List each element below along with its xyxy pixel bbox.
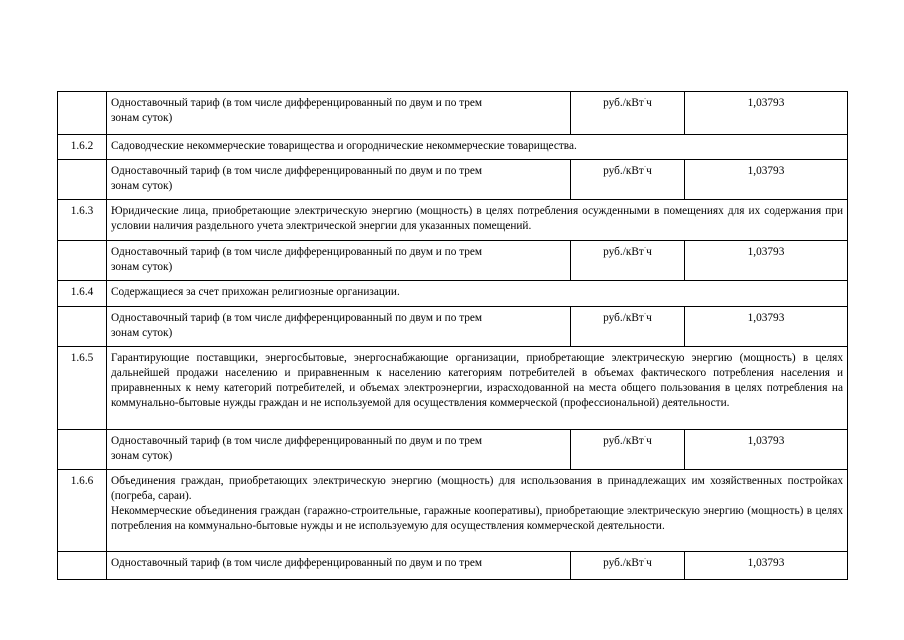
category-paragraph: Гарантирующие поставщики, энергосбытовые, энергоснабжающие организации, приобретающие электрическую энергию (мощность) в целях дальнейшей продажи населению и приравненным к населению категориям потребителей в объемах фактического потребления населения и приравненных к нему категорий потребителей, и объемах электроэнергии, израсходованной на места общего пользования в целях потребления на коммунально-бытовые нужды граждан и не используемой для осуществления коммерческой (профессиональной) деятельности. xyxy=(111,352,843,409)
row-number xyxy=(58,241,107,281)
row-number: 1.6.4 xyxy=(58,281,107,307)
unit-label: руб./кВт xyxy=(603,97,644,109)
unit-hour: ч xyxy=(646,557,652,569)
unit-dot: · xyxy=(643,433,647,442)
tariff-name-line1: Одноставочный тариф (в том числе дифференцированный по двум и по трем xyxy=(111,165,483,177)
unit-cell xyxy=(571,552,685,580)
tariff-name xyxy=(107,92,571,135)
tariff-name xyxy=(107,160,571,200)
category-paragraph: Содержащиеся за счет прихожан религиозные организации. xyxy=(111,286,400,298)
tariff-name-line2: зонам суток) xyxy=(111,327,173,339)
unit-label: руб./кВт xyxy=(603,435,644,447)
tariff-row xyxy=(58,430,848,470)
tariff-table xyxy=(57,91,848,580)
category-row xyxy=(58,470,848,552)
unit-dot: · xyxy=(643,310,647,319)
unit-dot: · xyxy=(643,163,647,172)
unit-label: руб./кВт xyxy=(603,165,644,177)
row-number: 1.6.5 xyxy=(58,347,107,430)
unit-hour: ч xyxy=(646,246,652,258)
unit-hour: ч xyxy=(646,435,652,447)
unit-label: руб./кВт xyxy=(603,557,644,569)
category-description xyxy=(107,200,848,241)
category-row xyxy=(58,200,848,241)
unit-label: руб./кВт xyxy=(603,312,644,324)
tariff-name-line2: зонам суток) xyxy=(111,112,173,124)
row-number: 1.6.2 xyxy=(58,135,107,160)
unit-hour: ч xyxy=(646,312,652,324)
unit-dot: · xyxy=(643,244,647,253)
unit-dot: · xyxy=(643,555,647,564)
tariff-value: 1,03793 xyxy=(685,307,848,347)
unit-label: руб./кВт xyxy=(603,246,644,258)
unit-hour: ч xyxy=(646,165,652,177)
tariff-name-line1: Одноставочный тариф (в том числе дифференцированный по двум и по трем xyxy=(111,97,483,109)
tariff-name-line1: Одноставочный тариф (в том числе дифференцированный по двум и по трем xyxy=(111,435,483,447)
tariff-value: 1,03793 xyxy=(685,160,848,200)
tariff-row xyxy=(58,241,848,281)
tariff-name-line2: зонам суток) xyxy=(111,450,173,462)
tariff-name-line1: Одноставочный тариф (в том числе дифференцированный по двум и по трем xyxy=(111,246,483,258)
row-number xyxy=(58,160,107,200)
row-number: 1.6.6 xyxy=(58,470,107,552)
category-description xyxy=(107,135,848,160)
tariff-row xyxy=(58,552,848,580)
unit-cell xyxy=(571,430,685,470)
tariff-row xyxy=(58,92,848,135)
category-row xyxy=(58,135,848,160)
category-description xyxy=(107,347,848,430)
category-description xyxy=(107,281,848,307)
row-number: 1.6.3 xyxy=(58,200,107,241)
tariff-row xyxy=(58,307,848,347)
unit-hour: ч xyxy=(646,97,652,109)
tariff-name-line2: зонам суток) xyxy=(111,180,173,192)
tariff-value: 1,03793 xyxy=(685,92,848,135)
unit-cell xyxy=(571,92,685,135)
category-row xyxy=(58,281,848,307)
row-number xyxy=(58,552,107,580)
row-number xyxy=(58,307,107,347)
unit-cell xyxy=(571,241,685,281)
tariff-row xyxy=(58,160,848,200)
category-paragraph: Некоммерческие объединения граждан (гаражно-строительные, гаражные кооперативы), приобретающие электрическую энергию (мощность) в целях потребления на коммунально-бытовые нужды и не используемую для осуществления коммерческой деятельности. xyxy=(111,505,843,532)
unit-cell xyxy=(571,160,685,200)
row-number xyxy=(58,92,107,135)
unit-cell xyxy=(571,307,685,347)
category-paragraph: Объединения граждан, приобретающих электрическую энергию (мощность) для использования в принадлежащих им хозяйственных постройках (погреба, сараи). xyxy=(111,475,843,502)
category-paragraph: Садоводческие некоммерческие товарищества и огороднические некоммерческие товарищества. xyxy=(111,140,577,152)
tariff-value: 1,03793 xyxy=(685,430,848,470)
tariff-name xyxy=(107,430,571,470)
category-paragraph: Юридические лица, приобретающие электрическую энергию (мощность) в целях потребления осужденными в помещениях для их содержания при условии наличия раздельного учета электрической энергии для указанных помещений. xyxy=(111,205,843,232)
unit-dot: · xyxy=(643,95,647,104)
tariff-name-line1: Одноставочный тариф (в том числе дифференцированный по двум и по трем xyxy=(111,557,483,569)
tariff-name-line1: Одноставочный тариф (в том числе дифференцированный по двум и по трем xyxy=(111,312,483,324)
tariff-value: 1,03793 xyxy=(685,552,848,580)
tariff-name-line2: зонам суток) xyxy=(111,261,173,273)
tariff-name xyxy=(107,307,571,347)
tariff-value: 1,03793 xyxy=(685,241,848,281)
row-number xyxy=(58,430,107,470)
tariff-name xyxy=(107,241,571,281)
tariff-name xyxy=(107,552,571,580)
category-row xyxy=(58,347,848,430)
category-description xyxy=(107,470,848,552)
tariff-table-body xyxy=(58,92,848,580)
